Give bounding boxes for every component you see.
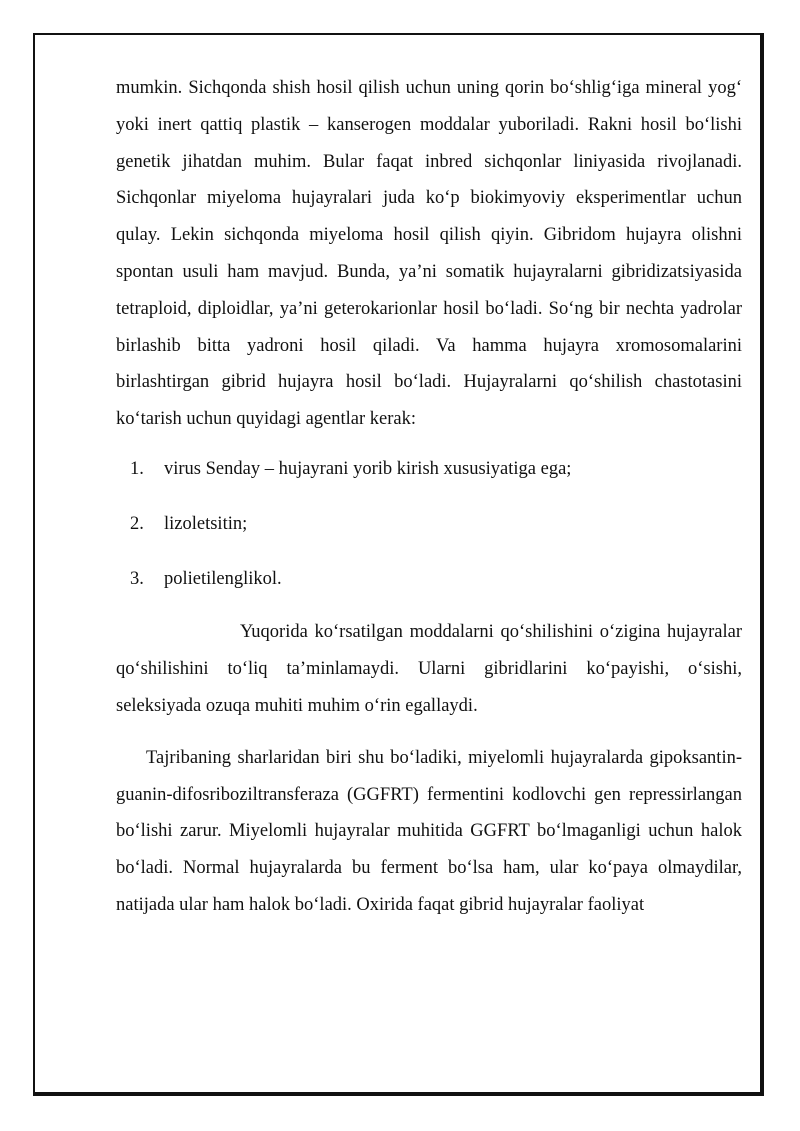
paragraph-1: mumkin. Sichqonda shish hosil qilish uchun uning qorin bo‘shlig‘iga mineral yog‘ yoki inert qattiq plastik – kanserogen moddalar yuboriladi. Rakni hosil bo‘lishi genetik jihatdan muhim. Bular faqat inbred sichqonlar liniyasida rivojlanadi. Sichqonlar miyeloma hujayralari juda ko‘p biokimyoviy eksperimentlar uchun qulay. Lekin sichqonda miyeloma hosil qilish qiyin. Gibridom hujayra olishni spontan usuli ham mavjud. Bunda, ya’ni somatik hujayralarni gibridizatsiyasida tetraploid, diploidlar, ya’ni geterokarionlar hosil bo‘ladi. So‘ng bir nechta yadrolar birlashib bitta yadroni hosil qiladi. Va hamma hujayra xromosomalarini birlashtirgan gibrid hujayra hosil bo‘ladi. Hujayralarni qo‘shilish chastotasini ko‘tarish uchun quyidagi agentlar kerak: (116, 78, 742, 430)
paragraph-3: Tajribaning sharlaridan biri shu bo‘ladiki, miyelomli hujayralarda gipoksantin-guanin-difosriboziltransferaza (GGFRT) fermentini kodlovchi gen repressirlangan bo‘lishi zarur. Miyelomli hujayralar muhitida GGFRT bo‘lmaganligi uchun halok bo‘ladi. Normal hujayralarda bu ferment bo‘lsa ham, ular ko‘paya olmaydilar, natijada ular ham halok bo‘ladi. Oxirida faqat gibrid hujayralar faoliyat (116, 747, 742, 915)
list-item-number: 2. (130, 513, 144, 534)
list-item (130, 506, 742, 543)
list-item-text: virus Senday – hujayrani yorib kirish xususiyatiga ega; (164, 458, 572, 479)
document-body (116, 70, 742, 924)
list-item-text: lizoletsitin; (164, 513, 248, 534)
list-item-number: 3. (130, 568, 144, 589)
list-item (130, 561, 742, 598)
list-item (130, 451, 742, 488)
list-item-number: 1. (130, 458, 144, 479)
list-item-text: polietilenglikol. (164, 568, 282, 589)
paragraph-2: Yuqorida ko‘rsatilgan moddalarni qo‘shilishini o‘zigina hujayralar qo‘shilishini to‘liq ta’minlamaydi. Ularni gibridlarini ko‘payishi, o‘sishi, seleksiyada ozuqa muhiti muhim o‘rin egallaydi. (116, 622, 742, 716)
agents-list (116, 451, 742, 597)
